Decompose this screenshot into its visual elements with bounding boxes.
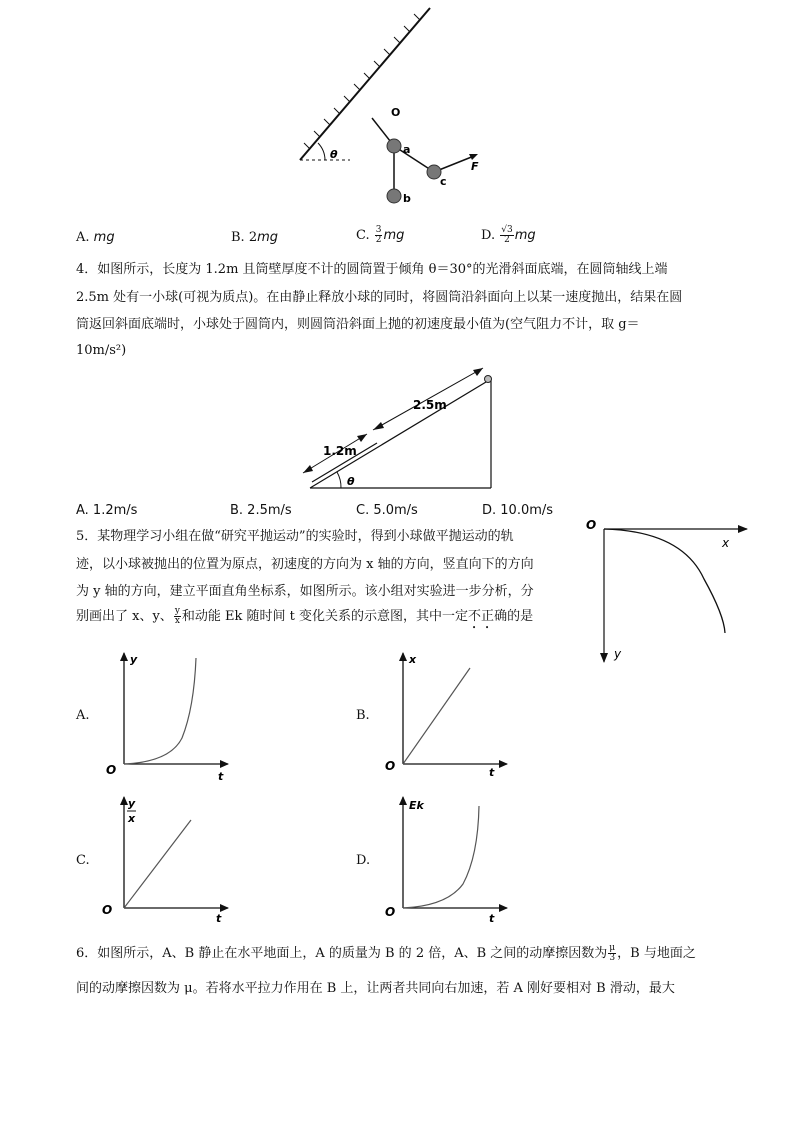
figure-incline-cylinder: [295, 365, 505, 495]
graph-c-ylabel-den: x: [128, 812, 136, 825]
graph-a-label[interactable]: A.: [76, 708, 90, 723]
graph-d-label[interactable]: D.: [356, 853, 371, 868]
graph-c-ylabel-num: y: [128, 797, 136, 810]
graph-a: [100, 648, 230, 783]
q4-line-2: 2.5m 处有一小球(可视为质点)。在由静止释放小球的同时，将圆筒沿斜面向上以某一速度抛出，结果在圆: [76, 290, 683, 305]
graph-a-xlabel: t: [218, 770, 224, 783]
x-axis-label: x: [722, 536, 730, 550]
q4-option-d[interactable]: D. 10.0m/s: [482, 503, 554, 518]
figure-trajectory: [582, 515, 752, 670]
figure-incline-balls: [290, 0, 510, 215]
q4-option-b[interactable]: B. 2.5m/s: [230, 503, 292, 518]
q4-line-3: 筒返回斜面底端时，小球处于圆筒内，则圆筒沿斜面上抛的初速度最小值为(空气阻力不计，取 g＝: [76, 317, 640, 332]
ball-b: [387, 189, 401, 203]
y-axis-label: y: [614, 647, 622, 661]
q3-option-d[interactable]: D. $\frac{√3}{2}$ mg: [481, 225, 536, 245]
graph-c: [100, 792, 230, 927]
q5-line-4: 别画出了 x、y、 $\frac{y}{x}$ 和动能 Ek 随时间 t 变化关系的示意图，其中一定不正确的是: [76, 606, 534, 626]
ball-c-label: c: [440, 175, 447, 188]
ball-a-label: a: [403, 143, 411, 156]
ball-b-label: b: [403, 192, 411, 205]
q6-line-1: 6．如图所示，A、B 静止在水平地面上，A 的质量为 B 的 2 倍，A、B 之间的动摩擦因数为 $\frac{\mu}{3}$ ，B 与地面之: [76, 943, 696, 963]
graph-b-origin: O: [385, 759, 396, 773]
q5-line-1: 5．某物理学习小组在做“研究平抛运动”的实验时，得到小球做平抛运动的轨: [76, 529, 514, 544]
q5-line-3: 为 y 轴的方向，建立平面直角坐标系，如图所示。该小组对实验进一步分析，分: [76, 584, 534, 599]
point-o-label: O: [391, 106, 401, 119]
graph-b-ylabel: x: [409, 653, 417, 666]
theta-label: θ: [330, 148, 338, 161]
ball-a: [387, 139, 401, 153]
graph-d-xlabel: t: [489, 912, 495, 925]
length-12-label: 1.2m: [323, 444, 357, 458]
q4-option-c[interactable]: C. 5.0m/s: [356, 503, 418, 518]
theta-label-q4: θ: [347, 475, 355, 488]
q3-option-b[interactable]: B. 2mg: [231, 230, 279, 245]
graph-c-origin: O: [102, 903, 113, 917]
graph-c-label[interactable]: C.: [76, 853, 90, 868]
length-25-label: 2.5m: [413, 398, 447, 412]
origin-label: O: [586, 518, 597, 532]
q3-option-a[interactable]: A. mg: [76, 230, 115, 245]
graph-c-xlabel: t: [216, 912, 222, 925]
small-ball: [485, 376, 492, 383]
ball-c: [427, 165, 441, 179]
q4-line-1: 4．如图所示，长度为 1.2m 且筒壁厚度不计的圆筒置于倾角 θ＝30°的光滑斜面底端，在圆筒轴线上端: [76, 262, 668, 277]
graph-d-origin: O: [385, 905, 396, 919]
q5-line-2: 迹，以小球被抛出的位置为原点，初速度的方向为 x 轴的方向，竖直向下的方向: [76, 557, 534, 572]
graph-b-xlabel: t: [489, 766, 495, 779]
graph-d-ylabel: Ek: [409, 799, 424, 812]
q4-option-a[interactable]: A. 1.2m/s: [76, 503, 138, 518]
graph-a-origin: O: [106, 763, 117, 777]
graph-b-label[interactable]: B.: [356, 708, 370, 723]
force-f-label: F: [471, 160, 479, 173]
graph-b: [379, 648, 509, 783]
graph-a-ylabel: y: [130, 653, 138, 666]
q3-option-c[interactable]: C. $\frac{3}{2}$ mg: [356, 225, 405, 245]
q6-line-2: 间的动摩擦因数为 μ。若将水平拉力作用在 B 上，让两者共同向右加速，若 A 刚好要相对 B 滑动，最大: [76, 981, 675, 996]
q4-line-4: 10m/s²): [76, 343, 127, 358]
graph-d: [379, 792, 509, 927]
